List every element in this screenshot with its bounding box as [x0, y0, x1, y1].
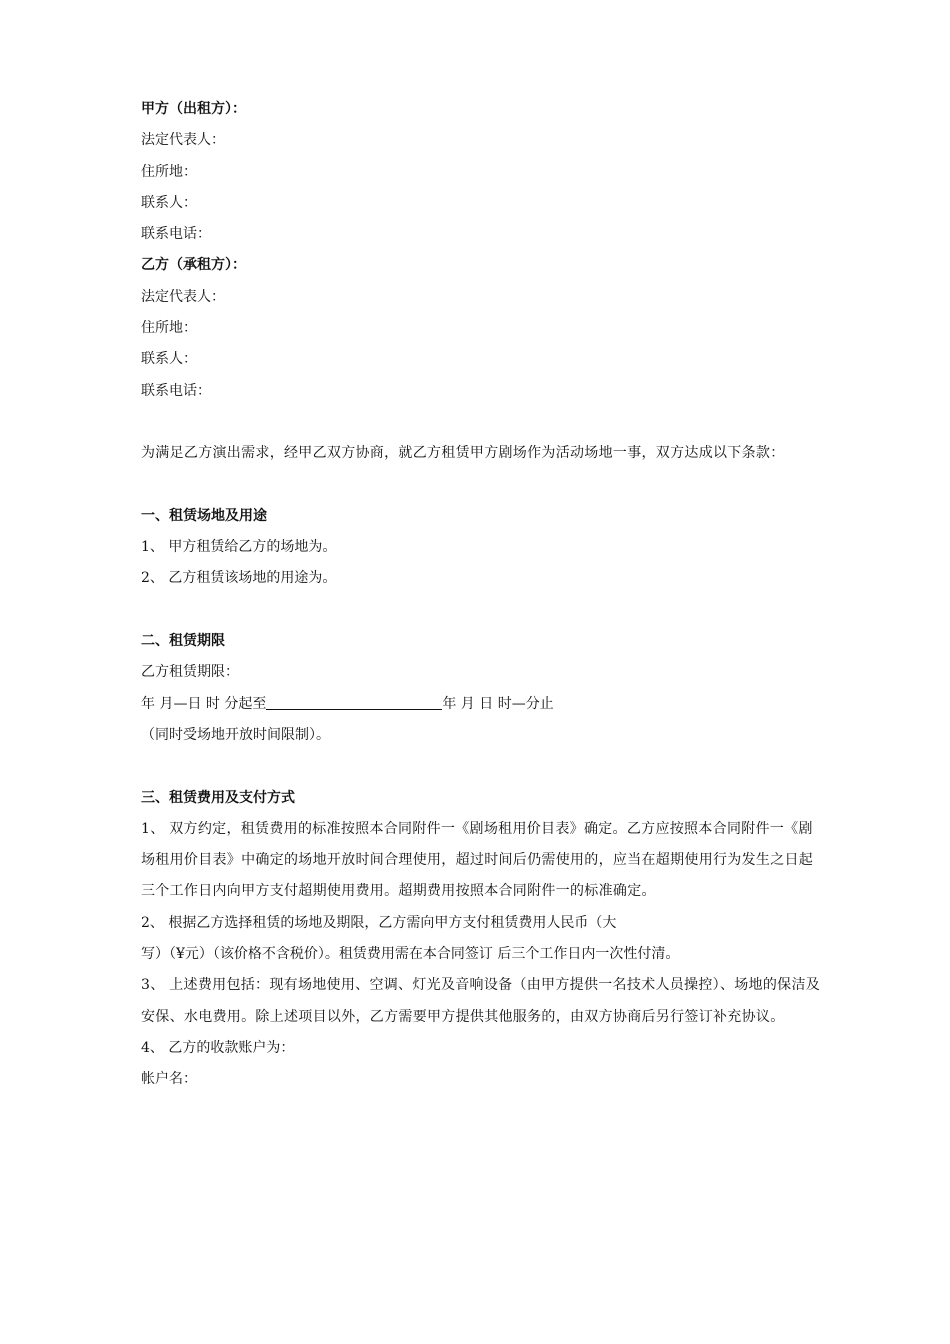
party-a-address: 住所地：: [141, 163, 197, 180]
section2-label: 乙方租赁期限：: [141, 664, 239, 681]
party-b-phone: 联系电话：: [141, 382, 211, 399]
spacer: [141, 470, 821, 501]
section3-item4: 4、 乙方的收款账户为：: [141, 1039, 295, 1056]
party-a-heading: 甲方（出租方）：: [141, 101, 246, 117]
section2-title: 二、租赁期限: [141, 633, 225, 650]
section1-item1: 1、 甲方租赁给乙方的场地为。: [141, 539, 337, 556]
party-a-rep: 法定代表人：: [141, 132, 225, 149]
period-end: 年 月 日 时—分止: [442, 695, 554, 712]
section3-item3: 3、 上述费用包括：现有场地使用、空调、灯光及音响设备（由甲方提供一名技术人员操控）、场地的保洁及安保、水电费用。除上述项目以外，乙方需要甲方提供其他服务的，由双方协商后另行签订补充协议。: [141, 977, 821, 1025]
preamble: 为满足乙方演出需求，经甲乙双方协商，就乙方租赁甲方剧场作为活动场地一事，双方达成以下条款：: [141, 445, 785, 462]
party-b-address: 住所地：: [141, 320, 197, 337]
spacer: [141, 407, 821, 438]
period-start: 年 月—日 时 分起至: [141, 695, 267, 712]
section3-account-name: 帐户名：: [141, 1071, 197, 1088]
section1-title: 一、租赁场地及用途: [141, 507, 267, 524]
section1-item2: 2、 乙方租赁该场地的用途为。: [141, 570, 337, 587]
section3-item1: 1、 双方约定，租赁费用的标准按照本合同附件一《剧场租用价目表》确定。乙方应按照本合同附件一《剧场租用价目表》中确定的场地开放时间合理使用，超过时间后仍需使用的，应当在超期使用行为发生之日起三个工作日内向甲方支付超期使用费用。超期费用按照本合同附件一的标准确定。: [141, 820, 814, 900]
party-b-heading: 乙方（承租方）：: [141, 257, 246, 274]
section3-item2-line1: 2、 根据乙方选择租赁的场地及期限，乙方需向甲方支付租赁费用人民币（大: [141, 914, 617, 931]
period-blank-line: [266, 691, 442, 710]
spacer: [141, 595, 821, 626]
contract-page: [141, 94, 821, 1096]
party-b-contact: 联系人：: [141, 351, 197, 368]
section2-note: （同时受场地开放时间限制）。: [141, 726, 330, 743]
spacer: [141, 751, 821, 782]
section2-period: [141, 689, 821, 720]
party-a-contact: 联系人：: [141, 194, 197, 211]
section3-item2-line2: 写）（¥元）（该价格不含税价）。租赁费用需在本合同签订 后三个工作日内一次性付清。: [141, 946, 680, 963]
section3-title: 三、租赁费用及支付方式: [141, 789, 295, 806]
party-a-phone: 联系电话：: [141, 226, 211, 243]
party-b-rep: 法定代表人：: [141, 288, 225, 305]
